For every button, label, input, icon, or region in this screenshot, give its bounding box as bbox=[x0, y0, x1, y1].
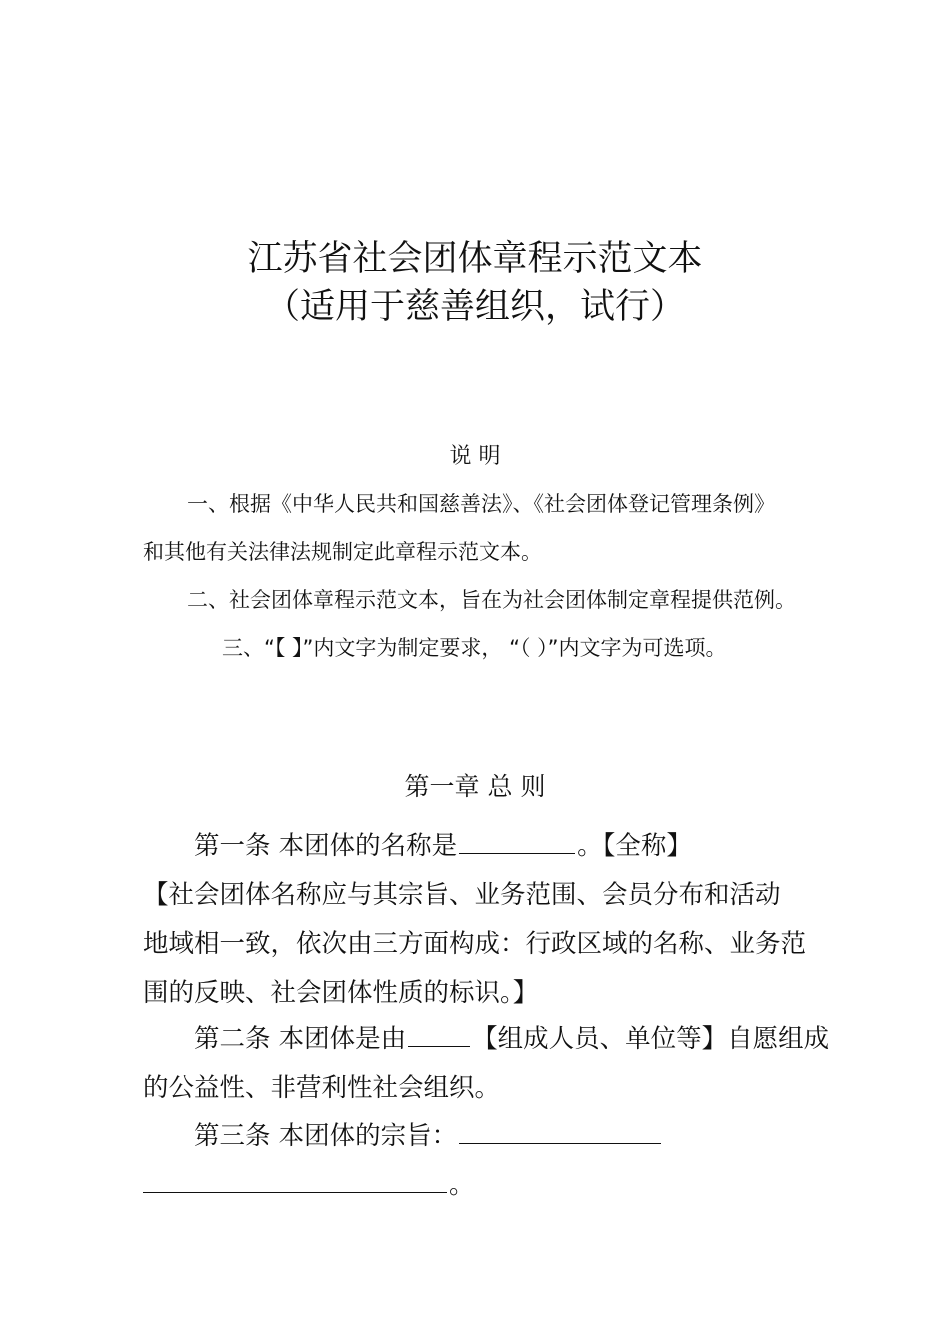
members-blank-field[interactable] bbox=[408, 1045, 470, 1047]
article-2 bbox=[194, 1024, 830, 1054]
article-3-period: 。 bbox=[449, 1170, 475, 1200]
article-2-text: 第二条 本团体是由 bbox=[194, 1024, 407, 1054]
article-1-note-line-3: 围的反映、社会团体性质的标识。】 bbox=[143, 978, 539, 1008]
article-1 bbox=[194, 831, 692, 861]
article-3-text: 第三条 本团体的宗旨： bbox=[194, 1121, 458, 1151]
article-3-cont bbox=[143, 1170, 475, 1200]
note-item-1-cont: 和其他有关法律法规制定此章程示范文本。 bbox=[143, 540, 542, 564]
article-1-note-line-1: 【社会团体名称应与其宗旨、业务范围、会员分布和活动 bbox=[143, 880, 781, 910]
chapter-heading: 第一章 总 则 bbox=[404, 772, 546, 801]
document-title: 江苏省社会团体章程示范文本 bbox=[247, 239, 703, 279]
purpose-blank-field-2[interactable] bbox=[143, 1191, 447, 1193]
article-1-requirement: 。【全称】 bbox=[577, 831, 692, 861]
note-item-1: 一、根据《中华人民共和国慈善法》、《社会团体登记管理条例》 bbox=[187, 492, 775, 516]
document-subtitle: （适用于慈善组织，试行） bbox=[264, 287, 685, 327]
article-3 bbox=[194, 1121, 663, 1151]
note-item-3: 三、“【 】”内文字为制定要求， “（ ）”内文字为可选项。 bbox=[222, 636, 727, 660]
note-item-2: 二、社会团体章程示范文本，旨在为社会团体制定章程提供范例。 bbox=[187, 588, 796, 612]
purpose-blank-field-1[interactable] bbox=[459, 1142, 661, 1144]
article-1-note-line-2: 地域相一致，依次由三方面构成：行政区域的名称、业务范 bbox=[143, 929, 807, 959]
notes-heading: 说 明 bbox=[449, 444, 501, 469]
article-1-text: 第一条 本团体的名称是 bbox=[194, 831, 458, 861]
name-blank-field[interactable] bbox=[459, 852, 575, 854]
article-2-cont: 的公益性、非营利性社会组织。 bbox=[143, 1073, 501, 1103]
article-2-requirement: 【组成人员、单位等】自愿组成 bbox=[472, 1024, 830, 1054]
